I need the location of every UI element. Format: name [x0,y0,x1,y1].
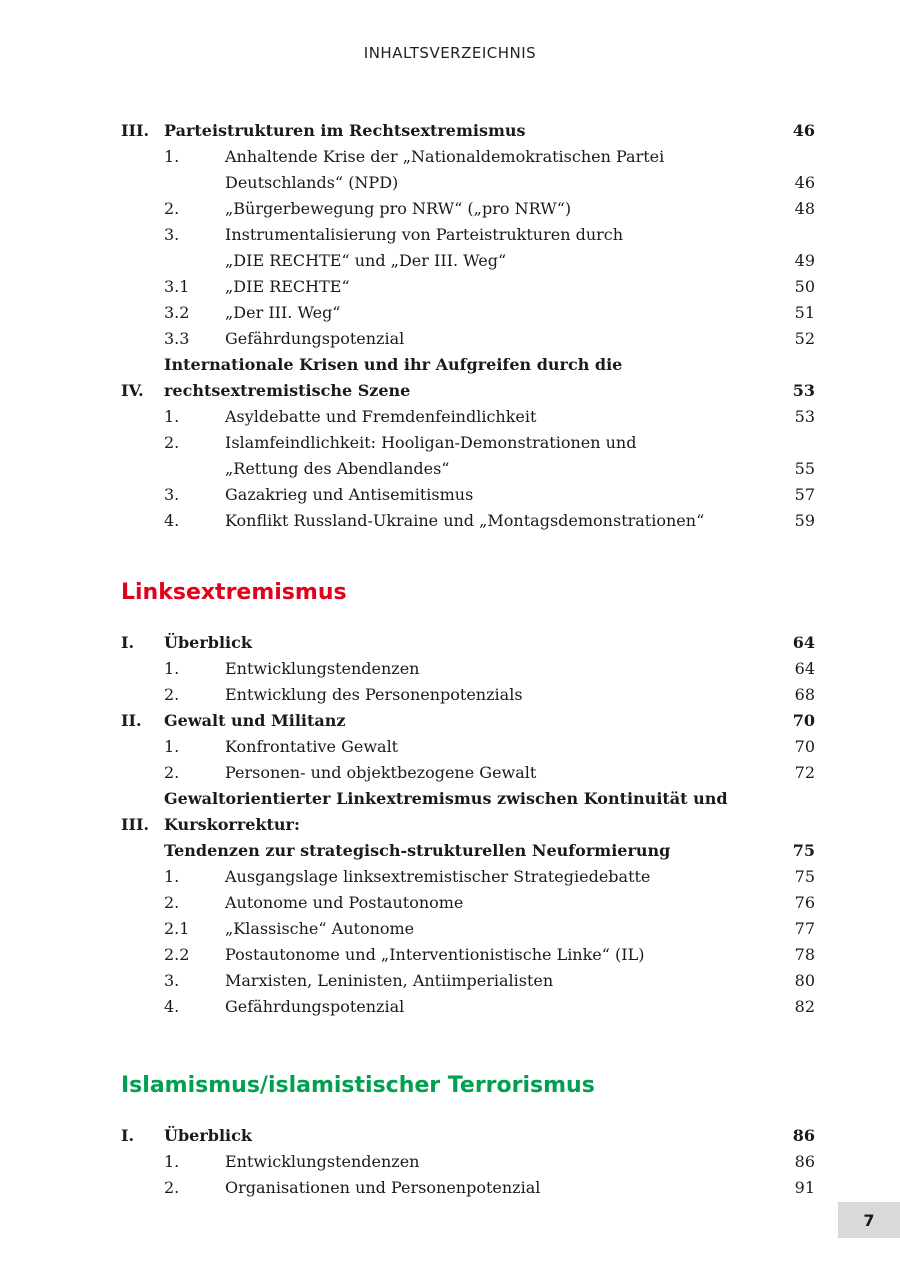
toc-entry-page: 64 [792,633,815,652]
toc-entry-page: 57 [794,485,815,504]
toc-entry-title: Internationale Krisen und ihr Aufgreifen durch die rechtsextremistische Szene [164,355,623,400]
toc-entry-page: 48 [794,199,815,218]
toc-entry-page: 76 [794,893,815,912]
toc-entry-page: 59 [794,511,815,530]
toc-entry-line [121,968,815,994]
toc-entry-page: 86 [794,1152,815,1171]
toc-entry-title: Organisationen und Personenpotenzial [225,1178,541,1197]
toc-entry-title: Autonome und Postautonome [225,893,464,912]
toc-section-linksextremismus [121,580,815,1020]
toc-entry-number: 1. [164,1152,180,1171]
toc-entry-line [121,838,815,864]
toc-entry-page: 50 [794,277,815,296]
toc-entry-number: II. [121,711,142,730]
toc-entry-number: IV. [121,381,144,400]
toc-entry-title: Überblick [164,1126,252,1145]
toc-entry-title: „Klassische“ Autonome [225,919,415,938]
toc-entry-line [121,1149,815,1175]
toc-entry-line [121,890,815,916]
toc-entry-number: III. [121,815,150,834]
toc-entry-title: Instrumentalisierung von Parteistrukturen durch [225,225,624,244]
toc-entry-list [121,1123,815,1201]
toc-entry-page: 70 [794,737,815,756]
toc-rechtsextremismus-continued [121,118,815,534]
toc-entry-page: 72 [794,763,815,782]
toc-entry-line [121,864,815,890]
toc-entry-number: 4. [164,997,180,1016]
toc-entry-line [121,248,815,274]
toc-entry-number: I. [121,1126,135,1145]
toc-entry-number: 1. [164,867,180,886]
toc-entry-title: „Rettung des Abendlandes“ [225,459,450,478]
toc-entry-number: 2. [164,199,180,218]
toc-entry-number: 1. [164,407,180,426]
toc-entry-title: Islamfeindlichkeit: Hooligan-Demonstrationen und [225,433,637,452]
running-head: INHALTSVERZEICHNIS [363,44,537,62]
toc-entry-line [121,482,815,508]
toc-entry-line [121,118,815,144]
toc-entry-page: 82 [794,997,815,1016]
toc-entry-line [121,994,815,1020]
toc-entry-title: Überblick [164,633,252,652]
toc-entry-number: 1. [164,737,180,756]
toc-entry-page: 46 [794,173,815,192]
toc-entry-line [121,630,815,656]
toc-entry-line [121,942,815,968]
toc-section-islamismus [121,1073,815,1201]
toc-entry-line [121,508,815,534]
toc-entry-number: I. [121,633,135,652]
toc-entry-line [121,456,815,482]
toc-entry-title: Gefährdungspotenzial [225,997,405,1016]
toc-entry-title: Parteistrukturen im Rechtsextremismus [164,121,526,140]
toc-entry-page: 75 [794,867,815,886]
toc-entry-line [121,1175,815,1201]
toc-entry-page: 91 [794,1178,815,1197]
toc-entry-list [121,118,815,534]
toc-entry-page: 53 [794,407,815,426]
toc-entry-number: 3. [164,485,180,504]
toc-entry-title: „DIE RECHTE“ und „Der III. Weg“ [225,251,507,270]
toc-entry-line [121,786,815,838]
toc-entry-number: 1. [164,147,180,166]
toc-entry-page: 53 [792,381,815,400]
toc-entry-line [121,656,815,682]
toc-entry-number: 2. [164,433,180,452]
toc-entry-line [121,326,815,352]
toc-entry-number: 2.2 [164,945,190,964]
toc-entry-title: Gazakrieg und Antisemitismus [225,485,474,504]
toc-entry-list [121,630,815,1020]
toc-entry-number: 2. [164,1178,180,1197]
toc-entry-title: Konfrontative Gewalt [225,737,399,756]
toc-entry-title: Gefährdungspotenzial [225,329,405,348]
toc-entry-number: 1. [164,659,180,678]
toc-entry-title: Postautonome und „Interventionistische Linke“ (IL) [225,945,645,964]
toc-entry-number: 2. [164,685,180,704]
toc-entry-page: 78 [794,945,815,964]
toc-entry-page: 49 [794,251,815,270]
toc-entry-title: Gewaltorientierter Linkextremismus zwischen Kontinuität und Kurskorrektur: [164,789,728,834]
toc-entry-line [121,404,815,430]
toc-entry-number: 3.2 [164,303,190,322]
toc-entry-page: 86 [792,1126,815,1145]
toc-entry-title: Entwicklungstendenzen [225,1152,420,1171]
toc-entry-line [121,682,815,708]
toc-entry-line [121,916,815,942]
toc-entry-number: 3. [164,971,180,990]
toc-entry-line [121,352,815,404]
toc-entry-line [121,430,815,456]
toc-entry-number: 2. [164,893,180,912]
page-number: 7 [838,1202,900,1238]
toc-entry-number: 3.3 [164,329,190,348]
toc-entry-line [121,170,815,196]
toc-entry-page: 68 [794,685,815,704]
toc-entry-number: 3. [164,225,180,244]
toc-entry-title: Deutschlands“ (NPD) [225,173,399,192]
toc-entry-page: 70 [792,711,815,730]
toc-entry-title: Entwicklung des Personenpotenzials [225,685,523,704]
toc-entry-title: Asyldebatte und Fremdenfeindlichkeit [225,407,537,426]
toc-entry-line [121,222,815,248]
toc-entry-line [121,144,815,170]
toc-entry-title: Tendenzen zur strategisch-strukturellen Neuformierung [164,841,671,860]
toc-entry-line [121,760,815,786]
toc-entry-line [121,1123,815,1149]
toc-entry-number: III. [121,121,150,140]
toc-entry-number: 4. [164,511,180,530]
toc-entry-number: 2. [164,763,180,782]
toc-entry-title: Anhaltende Krise der „Nationaldemokratischen Partei [225,147,665,166]
toc-entry-page: 51 [794,303,815,322]
toc-entry-title: Gewalt und Militanz [164,711,346,730]
toc-entry-page: 64 [794,659,815,678]
toc-entry-title: Marxisten, Leninisten, Antiimperialisten [225,971,554,990]
toc-entry-line [121,708,815,734]
toc-entry-number: 3.1 [164,277,190,296]
toc-entry-title: „Bürgerbewegung pro NRW“ („pro NRW“) [225,199,572,218]
toc-entry-page: 77 [794,919,815,938]
toc-entry-page: 46 [792,121,815,140]
toc-entry-line [121,196,815,222]
toc-entry-page: 52 [794,329,815,348]
section-title-linksextremismus: Linksextremismus [121,580,347,605]
toc-entry-page: 80 [794,971,815,990]
toc-entry-title: „Der III. Weg“ [225,303,341,322]
toc-entry-page: 55 [794,459,815,478]
toc-entry-line [121,274,815,300]
toc-entry-title: Entwicklungstendenzen [225,659,420,678]
toc-entry-title: Konflikt Russland-Ukraine und „Montagsdemonstrationen“ [225,511,705,530]
toc-entry-title: „DIE RECHTE“ [225,277,350,296]
toc-entry-title: Ausgangslage linksextremistischer Strategiedebatte [225,867,651,886]
toc-entry-title: Personen- und objektbezogene Gewalt [225,763,537,782]
toc-entry-page: 75 [792,841,815,860]
toc-entry-line [121,734,815,760]
toc-entry-number: 2.1 [164,919,190,938]
section-title-islamismus: Islamismus/islamistischer Terrorismus [121,1073,595,1098]
toc-entry-line [121,300,815,326]
